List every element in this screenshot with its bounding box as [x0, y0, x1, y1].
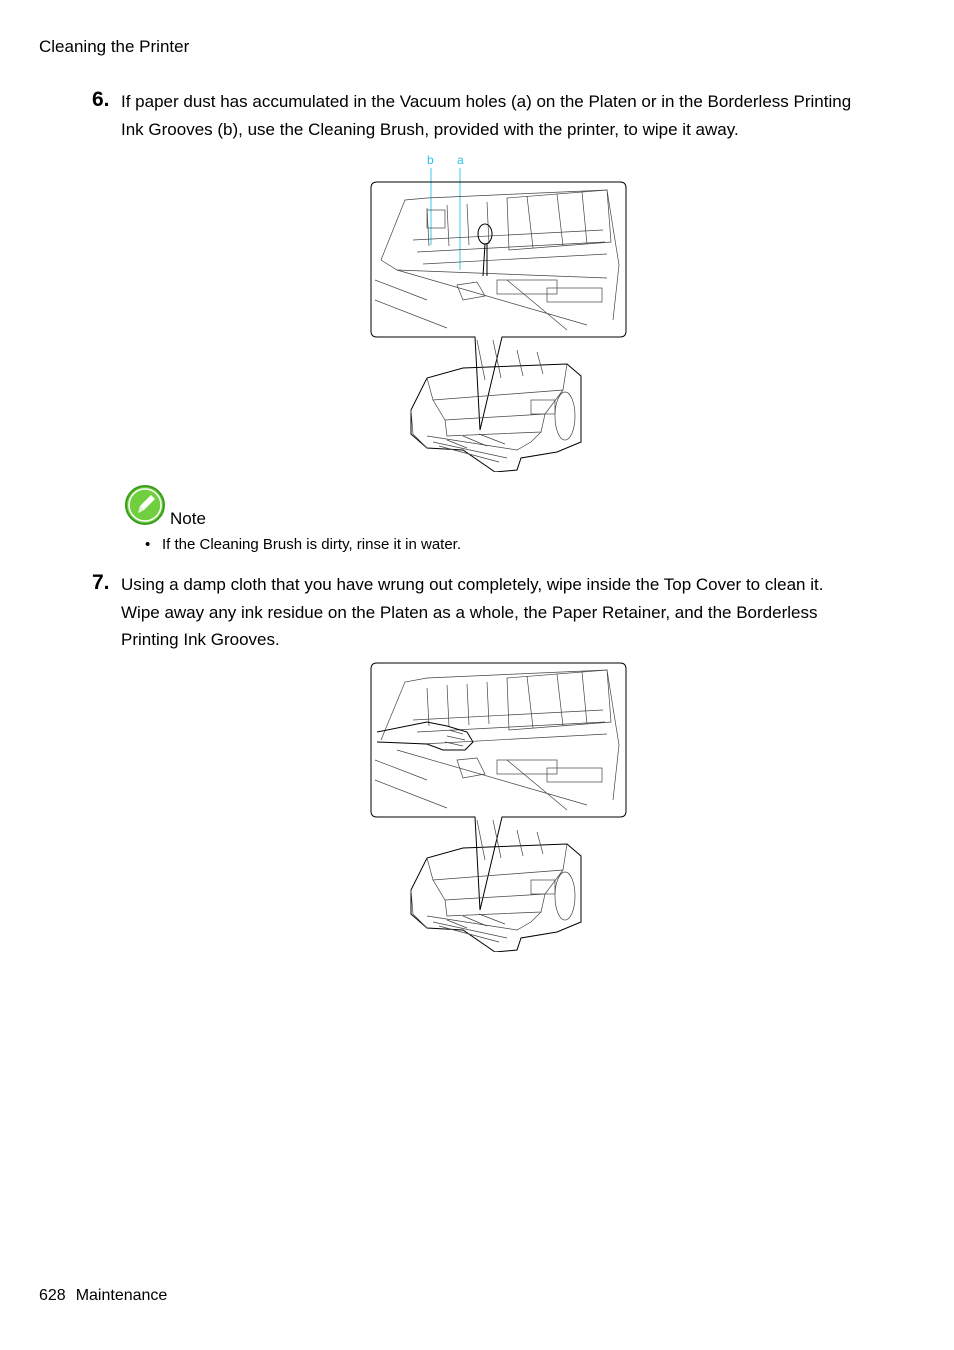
note-item-text: If the Cleaning Brush is dirty, rinse it in water. [162, 536, 462, 553]
step-text [121, 88, 901, 143]
step-line: Using a damp cloth that you have wrung out completely, wipe inside the Top Cover to clean it. [121, 575, 824, 594]
page-footer [39, 1287, 167, 1305]
section-name: Maintenance [75, 1287, 168, 1304]
cleaning-brush-illustration [367, 150, 627, 472]
step-number: 6. [92, 88, 110, 111]
callout-label-b: b [427, 153, 434, 167]
note-label: Note [170, 509, 206, 528]
note-item [145, 536, 461, 553]
step-line: Printing Ink Grooves. [121, 630, 280, 649]
step-line: Ink Grooves (b), use the Cleaning Brush, provided with the printer, to wipe it away. [121, 119, 739, 139]
bullet-icon: • [145, 536, 151, 553]
step-line: If paper dust has accumulated in the Vacuum holes (a) on the Platen or in the Borderless Printing [121, 92, 852, 111]
step-text [121, 571, 901, 654]
page-number: 628 [39, 1287, 66, 1304]
damp-cloth-illustration [367, 660, 627, 952]
callout-label-a: a [457, 153, 464, 167]
step-number: 7. [92, 571, 110, 594]
pencil-note-icon [124, 484, 166, 526]
step-line: Wipe away any ink residue on the Platen as a whole, the Paper Retainer, and the Borderless [121, 602, 818, 622]
page-header: Cleaning the Printer [39, 37, 190, 56]
